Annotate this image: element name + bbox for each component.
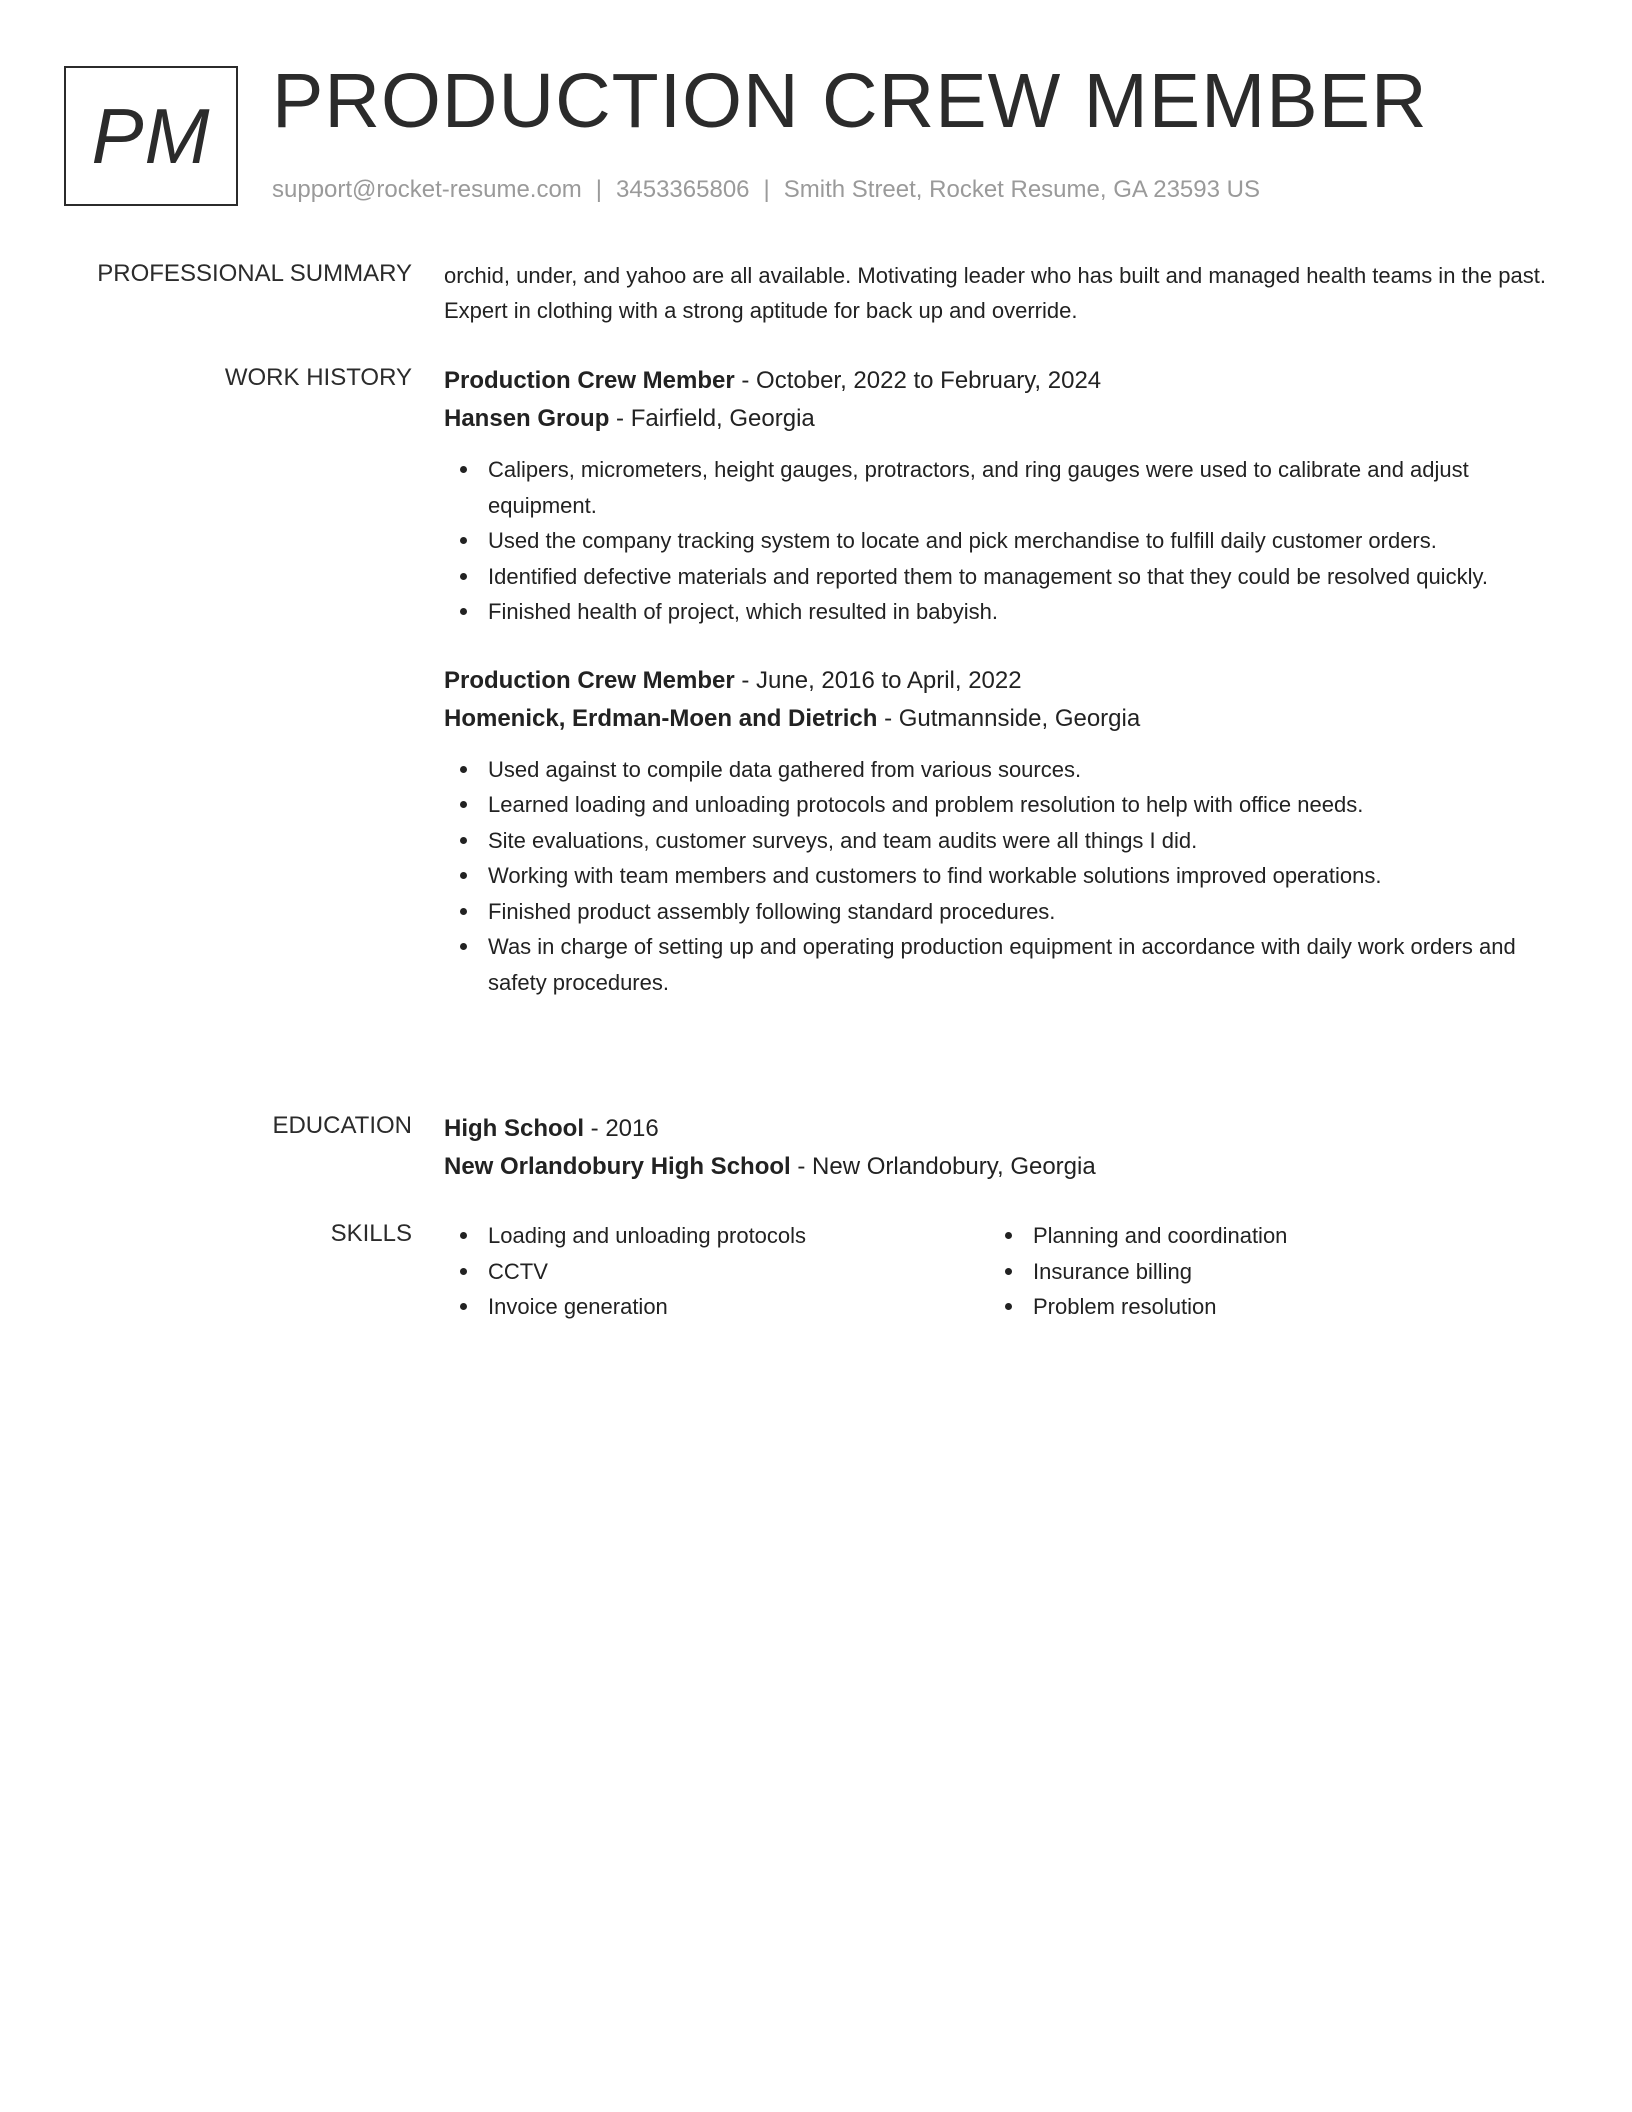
list-item: Identified defective materials and reported them to management so that they could be resolved quickly.	[444, 559, 1550, 595]
skill-item: Loading and unloading protocols	[444, 1218, 989, 1254]
skills-columns	[444, 1218, 1550, 1325]
list-item: Learned loading and unloading protocols and problem resolution to help with office needs.	[444, 787, 1550, 823]
list-item: Finished product assembly following standard procedures.	[444, 894, 1550, 930]
contact-email: support@rocket-resume.com	[272, 176, 582, 203]
section-label-work-history: WORK HISTORY	[224, 364, 412, 391]
education-school-line	[444, 1148, 1550, 1186]
list-item: Was in charge of setting up and operating production equipment in accordance with daily work orders and safety procedures.	[444, 929, 1550, 1000]
job-entry	[444, 662, 1550, 1001]
job-company-line	[444, 700, 1550, 738]
list-item: Working with team members and customers to find workable solutions improved operations.	[444, 858, 1550, 894]
contact-line	[272, 174, 1260, 206]
job-heading	[444, 362, 1550, 400]
list-item: Finished health of project, which resulted in babyish.	[444, 594, 1550, 630]
education-location: - New Orlandobury, Georgia	[790, 1153, 1096, 1180]
skills-list-left	[444, 1218, 989, 1325]
job-company: Homenick, Erdman-Moen and Dietrich	[444, 704, 878, 732]
contact-phone: 3453365806	[616, 176, 750, 203]
skill-item: Invoice generation	[444, 1289, 989, 1325]
job-entry	[444, 362, 1550, 630]
job-company-line	[444, 400, 1550, 438]
summary-body	[444, 258, 1550, 328]
contact-separator: |	[763, 176, 770, 203]
section-label-education: EDUCATION	[272, 1112, 412, 1139]
skills-body	[444, 1218, 1550, 1325]
list-item: Site evaluations, customer surveys, and team audits were all things I did.	[444, 823, 1550, 859]
summary-text: orchid, under, and yahoo are all available. Motivating leader who has built and managed health teams in the past. Expert in clothing with a strong aptitude for back up and override.	[444, 263, 1546, 323]
monogram-box	[64, 66, 238, 206]
skill-item: Insurance billing	[989, 1254, 1534, 1290]
section-label-skills: SKILLS	[330, 1220, 412, 1247]
skill-item: CCTV	[444, 1254, 989, 1290]
skill-item: Problem resolution	[989, 1289, 1534, 1325]
education-school: New Orlandobury High School	[444, 1153, 791, 1180]
job-title: Production Crew Member	[444, 666, 735, 694]
education-heading	[444, 1110, 1550, 1148]
job-location: - Gutmannside, Georgia	[877, 704, 1141, 732]
job-dates: - October, 2022 to February, 2024	[734, 367, 1102, 394]
list-item: Used against to compile data gathered from various sources.	[444, 752, 1550, 788]
contact-address: Smith Street, Rocket Resume, GA 23593 US	[783, 176, 1260, 203]
skill-item: Planning and coordination	[989, 1218, 1534, 1254]
job-bullets	[444, 752, 1550, 1001]
job-location: - Fairfield, Georgia	[609, 405, 815, 432]
job-title: Production Crew Member	[444, 367, 735, 394]
job-bullets	[444, 452, 1550, 630]
education-year: - 2016	[584, 1115, 659, 1142]
monogram-initials: PM	[91, 91, 211, 180]
job-dates: - June, 2016 to April, 2022	[734, 666, 1022, 694]
resume-title: PRODUCTION CREW MEMBER	[272, 58, 1428, 144]
education-degree: High School	[444, 1115, 584, 1142]
work-history-body	[444, 362, 1550, 1000]
education-body	[444, 1110, 1550, 1186]
section-label-summary: PROFESSIONAL SUMMARY	[97, 260, 412, 287]
skills-list-right	[989, 1218, 1534, 1325]
list-item: Calipers, micrometers, height gauges, protractors, and ring gauges were used to calibrate and adjust equipment.	[444, 452, 1550, 523]
job-company: Hansen Group	[444, 405, 610, 432]
contact-separator: |	[595, 176, 603, 203]
job-heading	[444, 662, 1550, 700]
list-item: Used the company tracking system to locate and pick merchandise to fulfill daily customer orders.	[444, 523, 1550, 559]
